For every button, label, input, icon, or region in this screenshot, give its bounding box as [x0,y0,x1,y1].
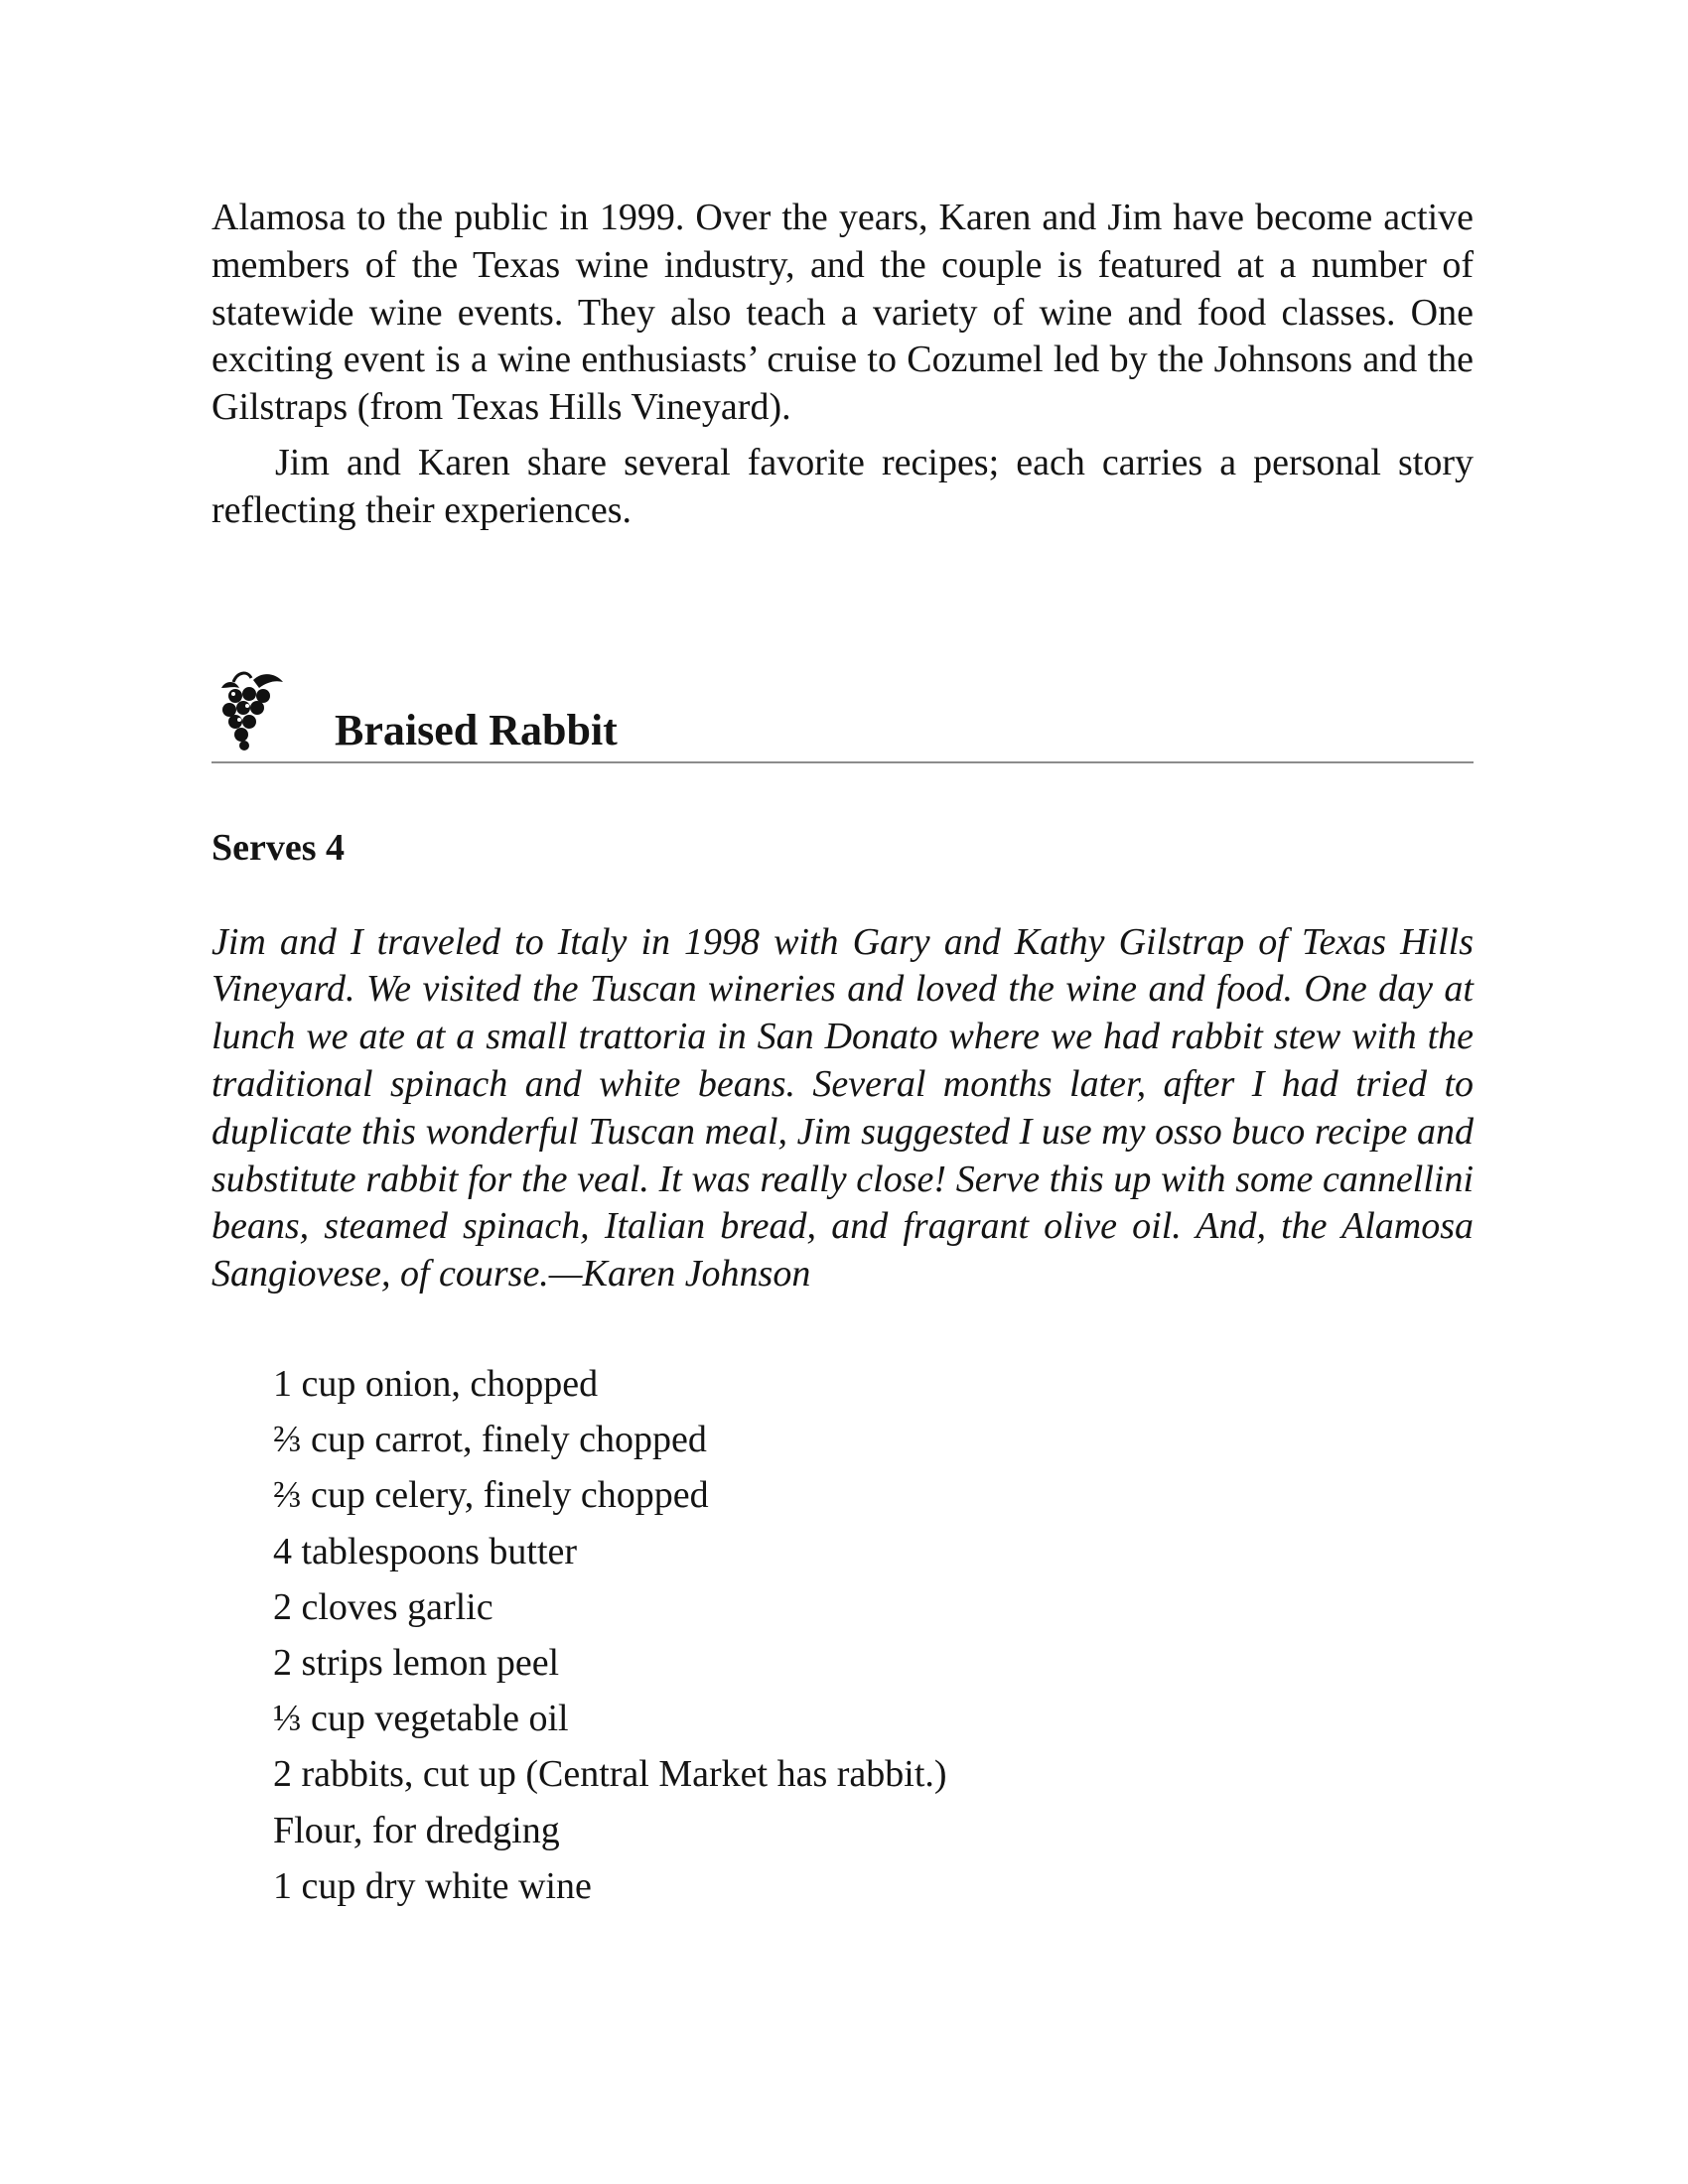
ingredient-list [273,1356,1474,1914]
ingredient-item: 2 strips lemon peel [273,1641,560,1684]
ingredient-item: Flour, for dredging [273,1809,560,1851]
book-page [211,195,1474,1914]
recipe-story: Jim and I traveled to Italy in 1998 with Gary and Kathy Gilstrap of Texas Hills Vineyard. We visited the Tuscan wineries and loved the wine and food. One day at lunch we ate at a small trattoria in San Donato where we had rabbit stew with the traditional spinach and white beans. Several months later, after I had tried to duplicate this wonderful Tuscan meal, Jim suggested I use my osso buco recipe and substitute rabbit for the veal. It was really close! Serve this up with some cannellini beans, steamed spinach, Italian bread, and fragrant olive oil. And, the Alamosa Sangiovese, of course.—Karen Johnson [211,920,1474,1296]
ingredient-item: 1 cup dry white wine [273,1864,592,1907]
intro-paragraph: Jim and Karen share several favorite recipes; each carries a personal story reflecting their experiences. [211,441,1474,531]
ingredient-item: 2 rabbits, cut up (Central Market has rabbit.) [273,1753,947,1796]
intro-paragraph: Alamosa to the public in 1999. Over the years, Karen and Jim have become active members of the Texas wine industry, and the couple is featured at a number of statewide wine events. They also teach a variety of wine and food classes. One exciting event is a wine enthusiasts’ cruise to Cozumel led by the Johnsons and the Gilstraps (from Texas Hills Vineyard). [211,197,1474,429]
ingredient-item: ⅔ cup carrot, finely chopped [273,1419,707,1461]
recipe-heading [211,668,1474,761]
ingredient-item: 2 cloves garlic [273,1585,493,1628]
ingredient-item: 1 cup onion, chopped [273,1362,599,1405]
ingredient-item: 4 tablespoons butter [273,1530,578,1572]
recipe-title: Braised Rabbit [335,705,618,754]
serves-label: Serves 4 [211,826,346,869]
heading-divider [211,761,1474,763]
ingredient-item: ⅓ cup vegetable oil [273,1698,569,1740]
ingredient-item: ⅔ cup celery, finely chopped [273,1474,709,1517]
grape-cluster-icon [213,668,287,751]
